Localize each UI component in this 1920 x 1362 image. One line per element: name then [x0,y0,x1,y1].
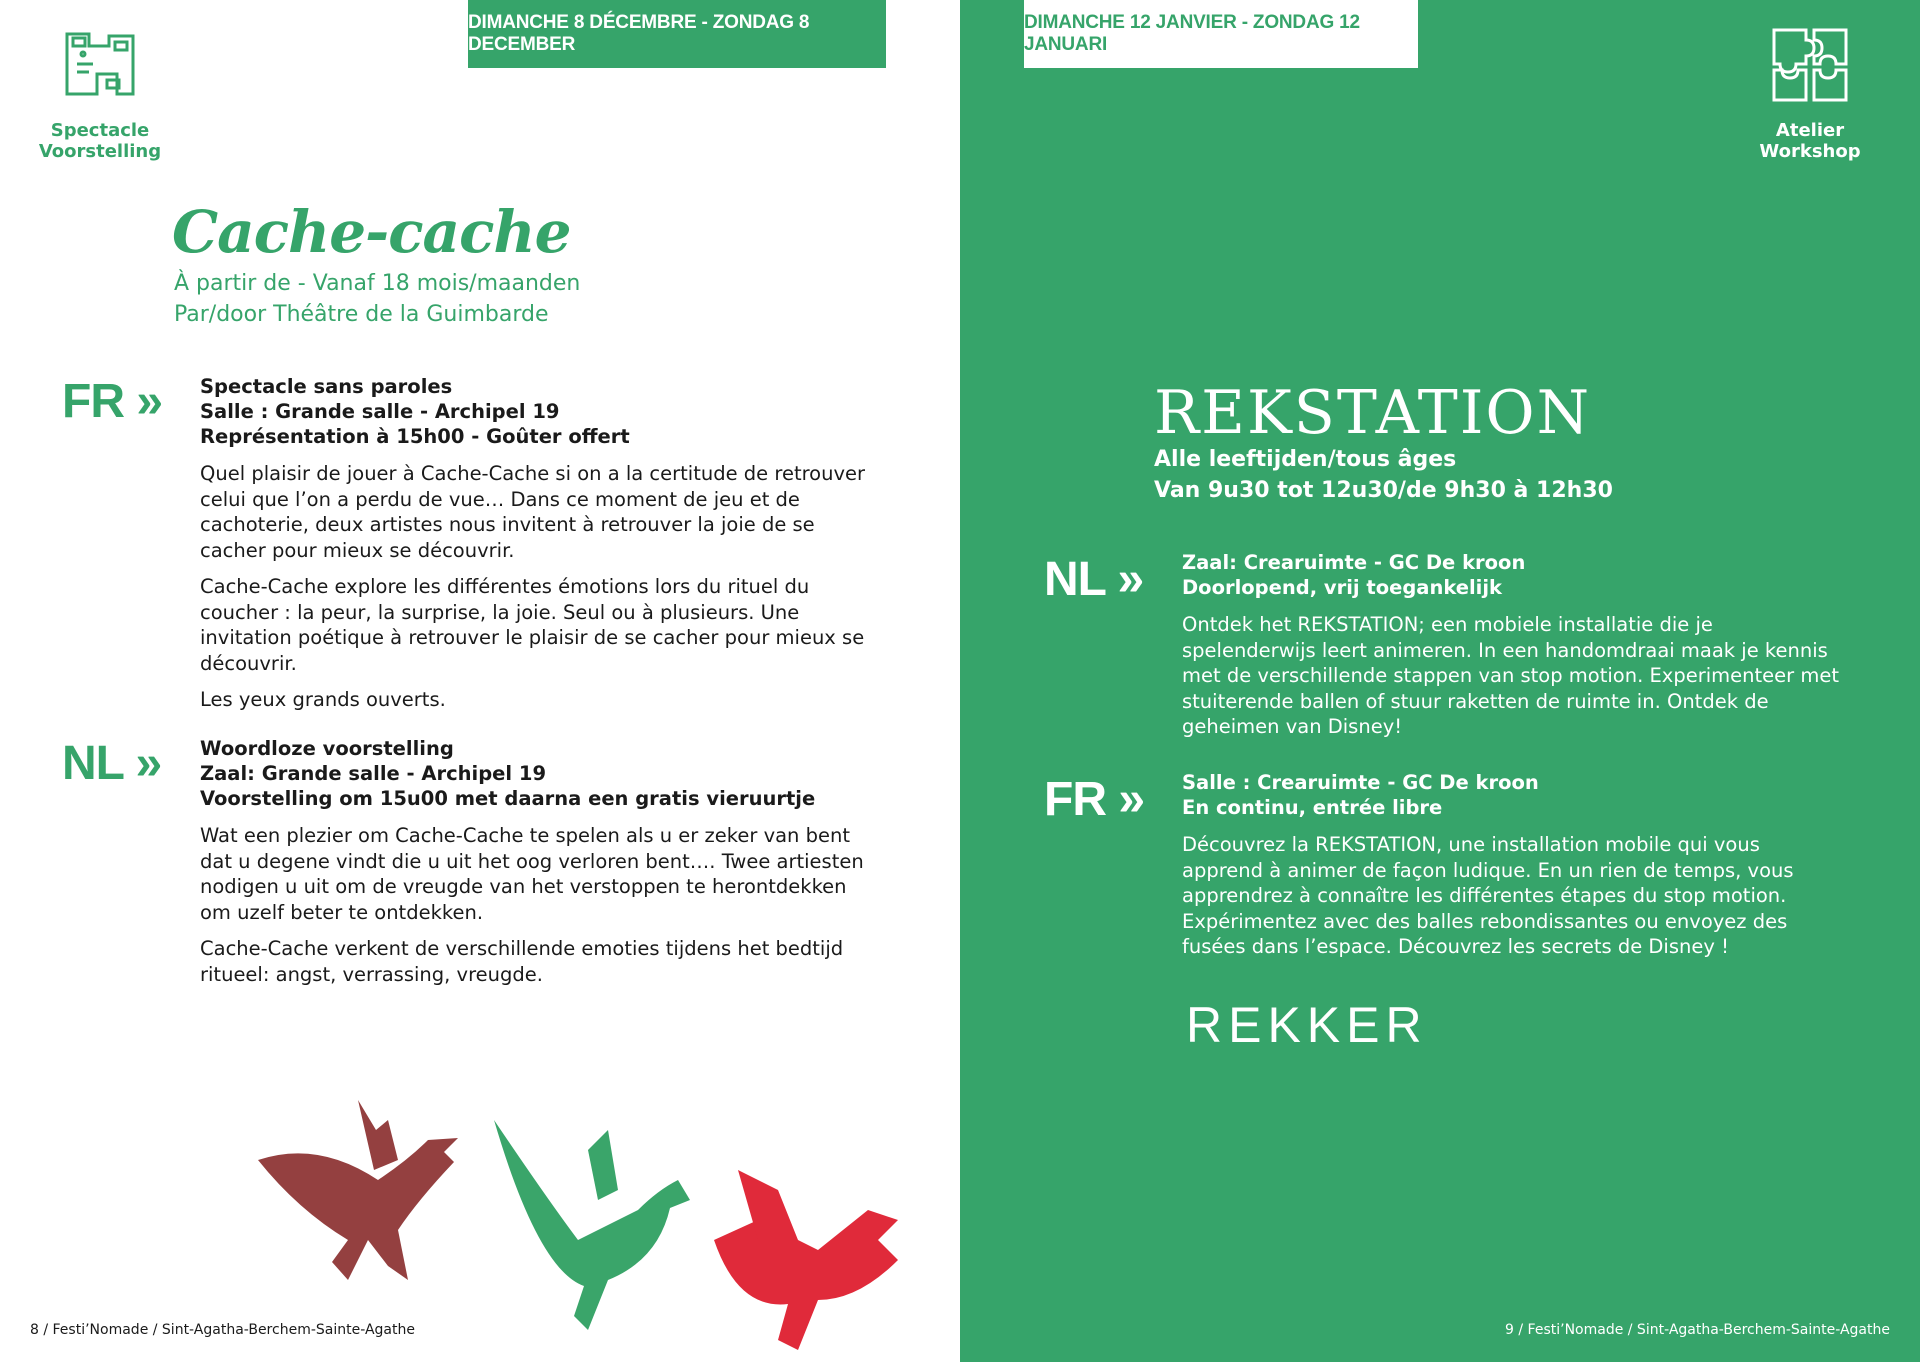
category-line1: Atelier [1775,120,1845,141]
nl-paragraph: Wat een plezier om Cache-Cache te spelen als u er zeker van bent dat u degene vindt die u uit het oog verloren bent…. Twee artiesten nodigen u uit om de vreugde van het verstoppen te herontdekken om uzelf beter te ontdekken. [200,824,864,924]
workshop-subtitle [1154,444,1613,506]
nl-paragraph: Cache-Cache verkent de verschillende emoties tijdens het bedtijd ritueel: angst, verrassing, vreugde. [200,937,844,986]
fr-section [1182,770,1842,971]
nl-heading [1182,550,1842,600]
fr-heading [200,374,880,449]
category-atelier [1740,24,1880,162]
lang-marker-nl: NL » [1044,553,1144,606]
fr-head-line: En continu, entrée libre [1182,796,1443,819]
nl-paragraph: Ontdek het REKSTATION; een mobiele installatie die je spelenderwijs leert animeren. In een handomdraai maak je kennis met de verschillende stappen van stop motion. Experimenteer met stuiterende ballen of stuur raketten de ruimte in. Ontdek de geheimen van Disney! [1182,613,1840,738]
nl-section [200,736,880,998]
rekker-logo: REKKER [1186,997,1428,1053]
date-banner-right: DIMANCHE 12 JANVIER - ZONDAG 12 JANUARI [1024,0,1418,68]
workshop-title: REKSTATION [1154,378,1592,448]
red-fox-illustration [714,1170,898,1350]
fr-section [200,374,880,724]
fr-paragraph: Cache-Cache explore les différentes émotions lors du rituel du coucher : la peur, la surprise, la joie. Seul ou à plusieurs. Une invitation poétique à retrouver le plaisir de se cacher pour mieux se découvrir. [200,575,865,675]
puzzle-icon [1768,24,1852,106]
fr-paragraph: Les yeux grands ouverts. [200,688,446,711]
nl-head-line: Zaal: Crearuimte - GC De kroon [1182,551,1526,574]
robot-face-icon [59,24,141,106]
fr-head-line: Spectacle sans paroles [200,375,453,398]
show-title: Cache-cache [172,198,571,266]
nl-head-line: Zaal: Grande salle - Archipel 19 [200,762,547,785]
nl-heading [200,736,880,811]
nl-head-line: Doorlopend, vrij toegankelijk [1182,576,1503,599]
show-subtitle [174,268,580,330]
fr-paragraph: Découvrez la REKSTATION, une installation mobile qui vous apprend à animer de façon ludique. En un rien de temps, vous apprendrez à connaître les différentes étapes du stop motion. Expérimentez avec des balles rebondissantes ou envoyez des fusées dans l’espace. Découvrez les secrets de Disney ! [1182,833,1794,958]
fr-head-line: Salle : Crearuimte - GC De kroon [1182,771,1539,794]
category-line2: Voorstelling [38,141,162,162]
page-footer-right: 9 / Festi’Nomade / Sint-Agatha-Berchem-Sainte-Agathe [1505,1322,1890,1338]
lang-marker-fr: FR » [1044,773,1145,826]
company-line: Par/door Théâtre de la Guimbarde [174,302,549,327]
fr-head-line: Représentation à 15h00 - Goûter offert [200,425,630,448]
category-spectacle [30,24,170,162]
page-footer-left: 8 / Festi’Nomade / Sint-Agatha-Berchem-Sainte-Agathe [30,1322,415,1338]
category-line2: Workshop [1759,141,1861,162]
lang-marker-fr: FR » [62,375,163,428]
fr-paragraph: Quel plaisir de jouer à Cache-Cache si on a la certitude de retrouver celui que l’on a perdu de vue… Dans ce moment de jeu et de cachoterie, deux artistes nous invitent à retrouver la joie de se cacher pour mieux se découvrir. [200,462,866,562]
category-line1: Spectacle [50,120,150,141]
brown-bird-illustration [258,1100,458,1280]
green-bird-illustration [494,1120,690,1330]
age-line: Alle leeftijden/tous âges [1154,447,1457,472]
nl-section [1182,550,1842,751]
date-banner-left: DIMANCHE 8 DÉCEMBRE - ZONDAG 8 DECEMBER [468,0,886,68]
nl-head-line: Voorstelling om 15u00 met daarna een gratis vieruurtje [200,787,816,810]
lang-marker-nl: NL » [62,737,162,790]
age-line: À partir de - Vanaf 18 mois/maanden [174,271,581,296]
right-page [960,0,1920,1362]
nl-head-line: Woordloze voorstelling [200,737,454,760]
time-line: Van 9u30 tot 12u30/de 9h30 à 12h30 [1154,478,1613,503]
fr-head-line: Salle : Grande salle - Archipel 19 [200,400,560,423]
fr-heading [1182,770,1842,820]
